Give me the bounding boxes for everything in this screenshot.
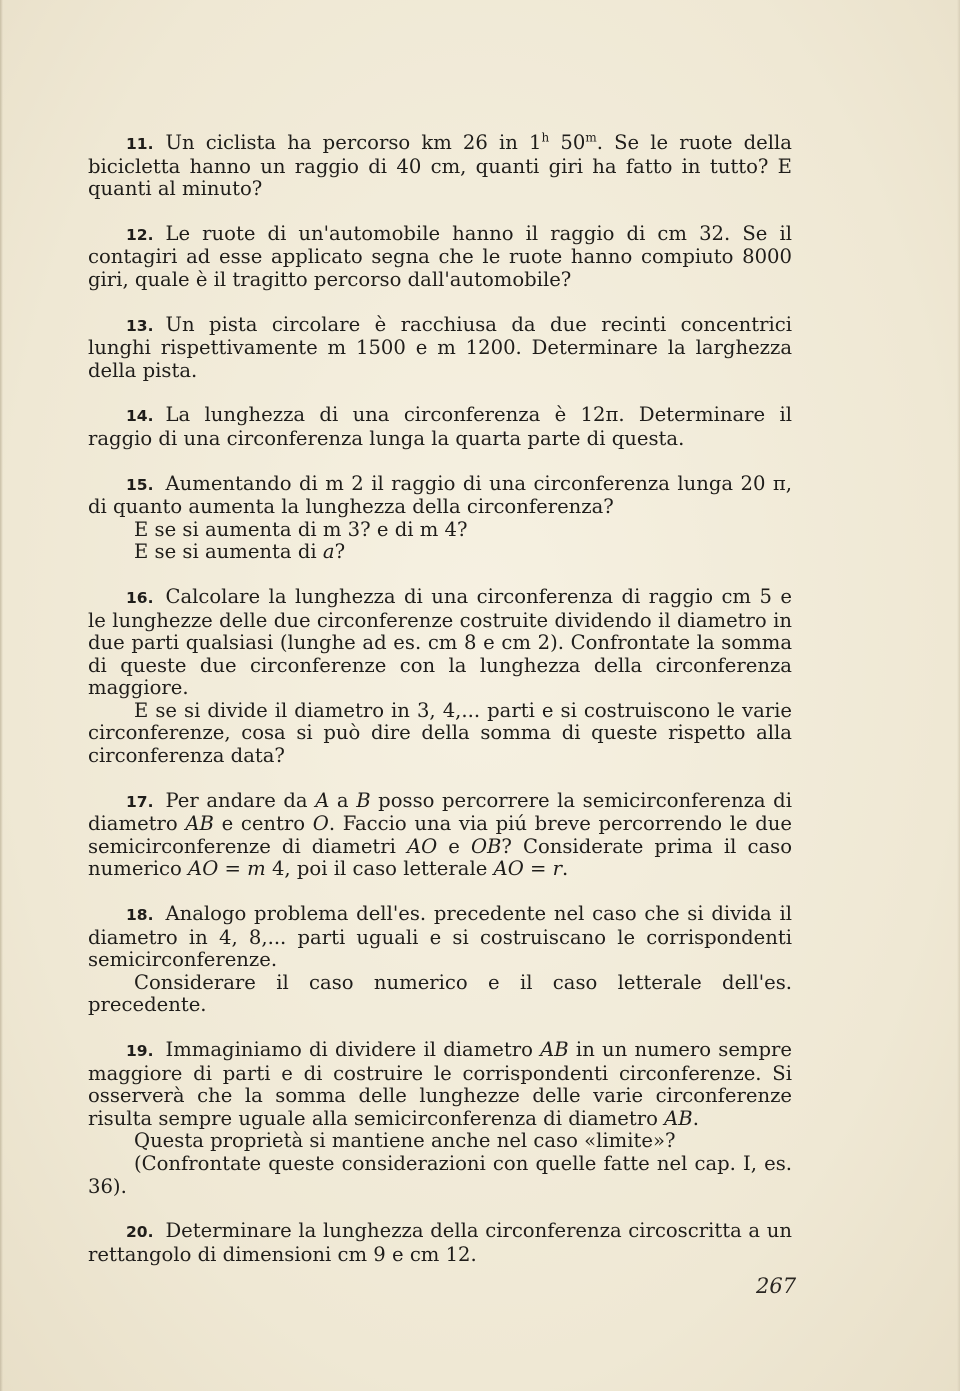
exercise-paragraph: 11. Un ciclista ha percorso km 26 in 1$^h$ 50$^m$. Se le ruote della bicicletta hanno un raggio di 40 cm, quanti giri ha fatto in tutto? E quanti al minuto? (88, 130, 792, 201)
exercise-number: 11. (126, 135, 154, 153)
exercise-number: 12. (126, 225, 154, 244)
exercise-number: 17. (126, 792, 154, 811)
exercise-paragraph: 20. Determinare la lunghezza della circonferenza circoscritta a un rettangolo di dimensioni cm 9 e cm 12. (88, 1219, 792, 1266)
exercise-16 (88, 586, 792, 768)
exercise-paragraph: Questa proprietà si mantiene anche nel caso «limite»? (134, 1129, 676, 1153)
exercise-18 (88, 903, 792, 1017)
exercise-14 (88, 404, 792, 450)
exercise-number: 18. (126, 906, 154, 925)
exercise-number: 15. (126, 475, 154, 494)
exercise-20 (88, 1220, 792, 1266)
exercise-15 (88, 473, 792, 564)
exercise-paragraph: 14. La lunghezza di una circonferenza è 12π. Determinare il raggio di una circonferenza lunga la quarta parte di questa. (88, 403, 792, 450)
exercise-paragraph: E se si aumenta di m 3? e di m 4? (134, 517, 468, 541)
exercise-paragraph: 15. Aumentando di m 2 il raggio di una circonferenza lunga 20 π, di quanto aumenta la lunghezza della circonferenza? (88, 471, 792, 519)
exercise-paragraph: 18. Analogo problema dell'es. precedente nel caso che si divida il diametro in 4, 8,... parti uguali e si costruiscano le corrispondenti semicirconferenze. (88, 902, 792, 972)
page-number: 267 (756, 1274, 797, 1298)
exercise-number: 16. (126, 588, 154, 607)
exercise-11 (88, 132, 792, 201)
exercise-12 (88, 223, 792, 292)
textbook-page (88, 132, 792, 1288)
exercise-paragraph: 19. Immaginiamo di dividere il diametro AB in un numero sempre maggiore di parti e di costruire le corrispondenti circonferenze. Si osserverà che la somma delle lunghezze delle varie circonferenze risulta sempre uguale alla semicirconferenza di diametro AB. (88, 1038, 792, 1130)
exercise-number: 19. (126, 1042, 154, 1060)
exercise-paragraph: E se si aumenta di a? (134, 540, 346, 564)
exercise-number: 20. (126, 1223, 154, 1242)
exercise-paragraph: 16. Calcolare la lunghezza di una circonferenza di raggio cm 5 e le lunghezze delle due circonferenze costruite dividendo il diametro in due parti qualsiasi (lunghe ad es. cm 8 e cm 2). Confrontate la somma di queste due circonferenze con la lunghezza della circonferenza maggiore. (88, 584, 792, 700)
exercise-17 (88, 790, 792, 881)
exercise-paragraph: E se si divide il diametro in 3, 4,... parti e si costruiscono le varie circonferenze, cosa si può dire della somma di queste rispetto alla circonferenza data? (88, 698, 792, 768)
exercise-paragraph: 17. Per andare da A a B posso percorrere la semicirconferenza di diametro AB e centro O. Faccio una via piú breve percorrendo le due semicirconferenze di diametri AO e OB? Considerate prima il caso numerico AO = m 4, poi il caso letterale AO = r. (88, 788, 793, 881)
exercise-paragraph: 13. Un pista circolare è racchiusa da due recinti concentrici lunghi rispettivamente m 1500 e m 1200. Determinare la larghezza della pista. (88, 312, 792, 382)
exercise-number: 14. (126, 407, 154, 426)
exercise-paragraph: (Confrontate queste considerazioni con quelle fatte nel cap. I, es. 36). (88, 1151, 792, 1198)
exercise-paragraph: 12. Le ruote di un'automobile hanno il raggio di cm 32. Se il contagiri ad esse applicato segna che le ruote hanno compiuto 8000 giri, quale è il tragitto percorso dall'automobile? (88, 221, 792, 291)
exercise-paragraph: Considerare il caso numerico e il caso letterale dell'es. precedente. (88, 970, 792, 1017)
page-edge-left (0, 0, 3, 1391)
exercise-number: 13. (126, 316, 154, 335)
exercise-19 (88, 1039, 792, 1198)
exercise-13 (88, 314, 792, 383)
